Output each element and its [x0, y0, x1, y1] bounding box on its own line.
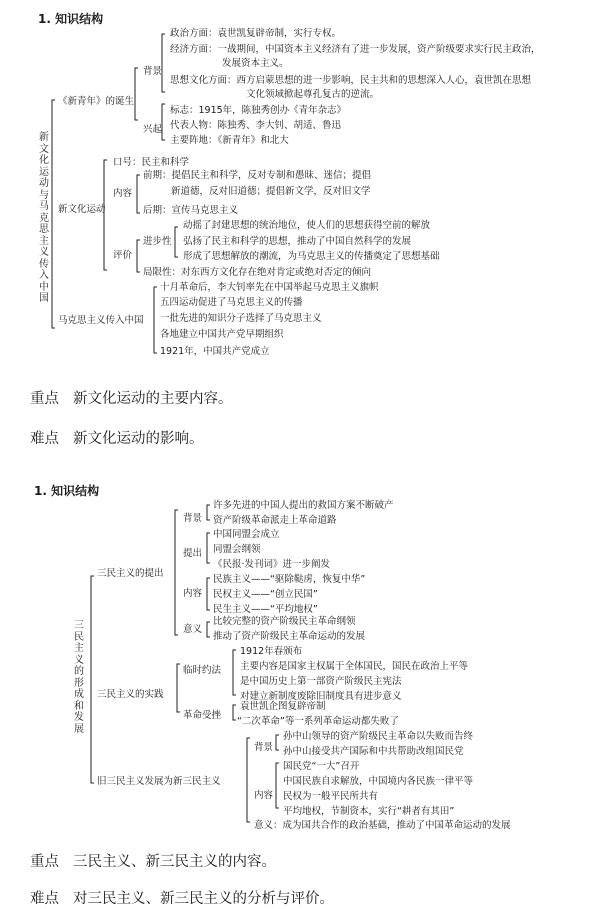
node-new-culture: 新文化运动 — [58, 204, 106, 215]
setback-item-1: 袁世凯企图复辟帝制 — [240, 701, 326, 712]
marx-item-5: 1921年，中国共产党成立 — [160, 346, 270, 357]
bg-culture-2: 文化领域掀起尊孔复古的逆流。 — [246, 89, 380, 100]
node-proposal: 三民主义的提出 — [97, 568, 164, 579]
meaning-item-1: 比较完整的资产阶级民主革命纲领 — [213, 616, 356, 627]
marx-item-1: 十月革命后，李大钊率先在中国举起马克思主义旗帜 — [160, 282, 379, 293]
difficulty-label: 难点 — [30, 431, 59, 447]
meaning-item-2: 推动了资产阶级民主革命运动的发展 — [213, 631, 366, 642]
node-content-2: 内容 — [183, 588, 203, 599]
node-provisional-law: 临时约法 — [183, 665, 222, 676]
node-meaning: 意义 — [183, 624, 203, 635]
setback-item-2: “二次革命”等一系列革命运动都失败了 — [237, 716, 399, 727]
node-content-3: 内容 — [254, 790, 274, 801]
prog-item-3: 形成了思想解放的潮流，为马克思主义的传播奠定了思想基础 — [183, 251, 440, 262]
rise-people: 代表人物：陈独秀、李大钊、胡适、鲁迅 — [170, 120, 342, 131]
law-item-4: 对建立新制度废除旧制度具有进步意义 — [240, 691, 402, 702]
raise-item-1: 中国同盟会成立 — [213, 529, 280, 540]
law-item-3: 是中国历史上第一部资产阶级民主宪法 — [240, 676, 402, 687]
raise-item-2: 同盟会纲领 — [213, 544, 261, 555]
ncontent-item-0: 国民党“一大”召开 — [283, 761, 360, 772]
key-text-2: 三民主义、新三民主义的内容。 — [73, 854, 276, 870]
marx-item-2: 五四运动促进了马克思主义的传播 — [160, 297, 303, 308]
ncontent-item-3: 平均地权，节制资本，实行“耕者有其田” — [283, 806, 455, 817]
ncontent-item-2: 民权为一般平民所共有 — [283, 791, 379, 802]
difficulty-label-2: 难点 — [30, 891, 59, 907]
rise-base: 主要阵地：《新青年》和北大 — [170, 135, 289, 146]
difficulty-text: 新文化运动的影响。 — [73, 431, 204, 447]
node-background-3: 背景 — [254, 742, 274, 753]
law-item-2: 主要内容是国家主权属于全体国民，国民在政治上平等 — [240, 661, 469, 672]
node-rise: 兴起 — [143, 124, 163, 135]
bg2-item-2: 资产阶级革命派走上革命道路 — [213, 515, 337, 526]
section2-title: 1. 知识结构 — [34, 484, 100, 498]
prog-item-1: 动摇了封建思想的统治地位，使人们的思想获得空前的解放 — [183, 220, 431, 231]
raise-item-3: 《民报·发刊词》进一步阐发 — [213, 559, 331, 570]
section2-key-point — [30, 850, 276, 871]
node-birth: 《新青年》的诞生 — [58, 96, 135, 107]
section2-difficulty — [30, 887, 334, 908]
rise-sign: 标志：1915年，陈独秀创办《青年杂志》 — [170, 105, 347, 116]
node-practice: 三民主义的实践 — [97, 689, 164, 700]
node-content: 内容 — [113, 188, 133, 199]
content-late: 后期：宣传马克思主义 — [143, 205, 239, 216]
node-marxism: 马克思主义传入中国 — [58, 315, 144, 326]
ncontent-item-1: 中国民族自求解放，中国境内各民族一律平等 — [283, 776, 474, 787]
content-early-2: 新道德，反对旧道德；提倡新文学，反对旧文学 — [171, 186, 371, 197]
bg-economy-1: 经济方面：一战期间，中国资本主义经济有了进一步发展，资产阶级要求实行民主政治， — [170, 44, 541, 55]
difficulty-text-2: 对三民主义、新三民主义的分析与评价。 — [73, 891, 334, 907]
node-progressive: 进步性 — [143, 236, 172, 247]
content2-item-1: 民族主义——“驱除鞑虏，恢复中华” — [213, 574, 366, 585]
marx-item-4: 各地建立中国共产党早期组织 — [160, 329, 284, 340]
bg-politics: 政治方面：袁世凯复辟帝制，实行专权。 — [170, 28, 342, 39]
node-setback: 革命受挫 — [183, 710, 222, 721]
marx-item-3: 一批先进的知识分子选择了马克思主义 — [160, 313, 322, 324]
nc-slogan: 口号：民主和科学 — [113, 157, 190, 168]
bg2-item-1: 许多先进的中国人提出的救国方案不断破产 — [213, 500, 394, 511]
key-text: 新文化运动的主要内容。 — [73, 391, 233, 407]
node-evaluation: 评价 — [113, 250, 133, 261]
node-background-2: 背景 — [183, 513, 203, 524]
prog-item-2: 弘扬了民主和科学的思想，推动了中国自然科学的发展 — [183, 236, 412, 247]
node-background: 背景 — [143, 66, 163, 77]
law-item-1: 1912年春颁布 — [240, 646, 303, 657]
section1-root-label: 新文化运动与马克思主义传入中国 — [39, 132, 49, 304]
content2-item-3: 民生主义——“平均地权” — [213, 604, 318, 615]
nbg-item-2: 孙中山接受共产国际和中共帮助改组国民党 — [283, 746, 464, 757]
content-early-1: 前期：提倡民主和科学，反对专制和愚昧、迷信；提倡 — [143, 170, 372, 181]
bg-culture-1: 思想文化方面：西方启蒙思想的进一步影响，民主共和的思想深入人心，袁世凯在思想 — [170, 75, 532, 86]
content2-item-2: 民权主义——“创立民国” — [213, 589, 318, 600]
key-label: 重点 — [30, 391, 59, 407]
key-label-2: 重点 — [30, 854, 59, 870]
node-new-three-principles: 旧三民主义发展为新三民主义 — [97, 776, 221, 787]
nbg-item-1: 孙中山领导的资产阶级民主革命以失败而告终 — [283, 731, 474, 742]
new-meaning: 意义：成为国共合作的政治基础，推动了中国革命运动的发展 — [254, 820, 511, 831]
section1-title: 1. 知识结构 — [38, 12, 104, 26]
eval-limitation: 局限性：对东西方文化存在绝对肯定或绝对否定的倾向 — [143, 267, 372, 278]
bg-economy-2: 发展资本主义。 — [222, 58, 289, 69]
section2-root-label: 三民主义的形成和发展 — [74, 620, 84, 735]
node-raise: 提出 — [183, 548, 203, 559]
